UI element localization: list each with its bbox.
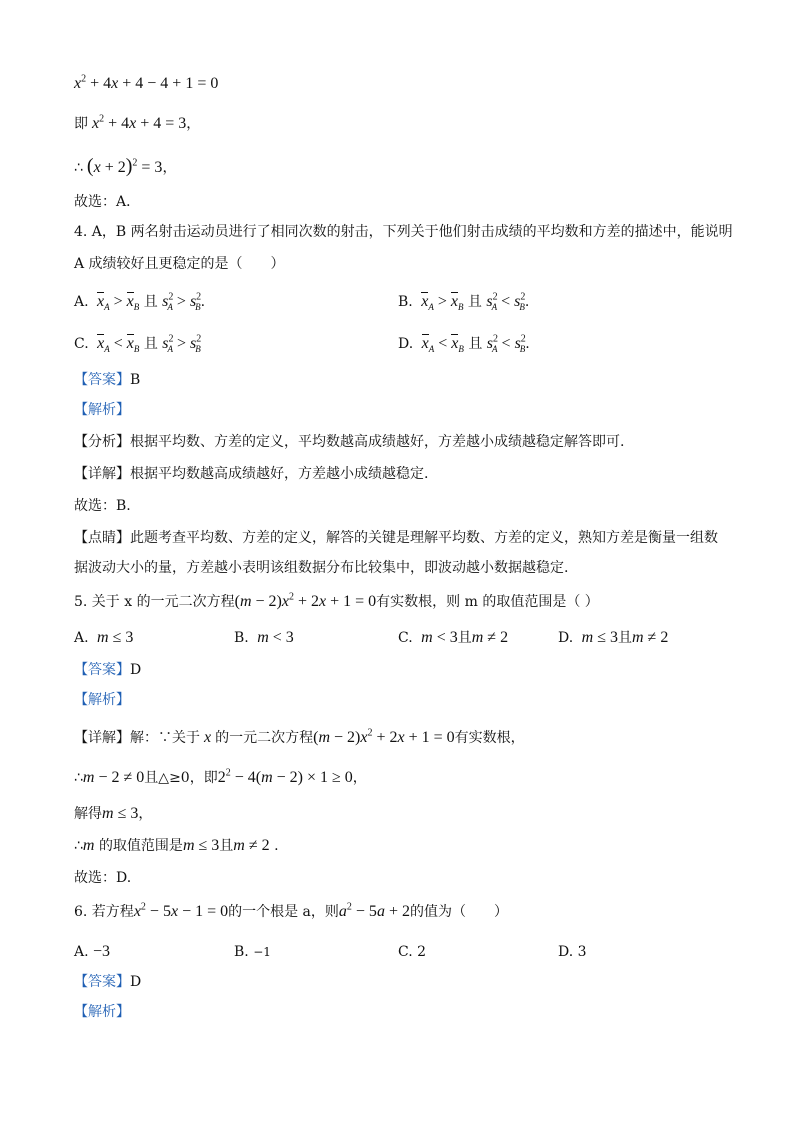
option-c: C. 2: [398, 944, 427, 960]
equation-line: 即 $x^2 + 4x + 4 = 3$，: [74, 113, 201, 132]
answer-tag: 【答案】: [74, 974, 130, 990]
question-stem: A 成绩较好且更稳定的是（ ）: [74, 256, 285, 272]
answer-line: [74, 370, 140, 390]
option-b: B. $x_A > x_B$ 且 $s^2_A < s^2_B$.: [398, 291, 530, 313]
question-stem: 6. 若方程$x^2 - 5x - 1 = 0$的一个根是 a，则$a^2 - 5a + 2$的值为（ ）: [74, 901, 508, 920]
comment-line: 【点睛】此题考查平均数、方差的定义，解答的关键是理解平均数、方差的定义，熟知方差是衡量一组数: [74, 530, 718, 546]
option-d: D. $x_A < x_B$ 且 $s^2_A < s^2_B$.: [398, 333, 530, 355]
option-a: A. $x_A > x_B$ 且 $s^2_A > s^2_B$.: [74, 291, 206, 313]
option-b: B. −1: [234, 944, 271, 960]
detail-line: 【详解】解：∵关于 x 的一元二次方程$(m - 2)x^2 + 2x + 1 = 0$有实数根，: [74, 727, 525, 746]
equation-line: ∴ $(x + 2)^2 = 3$，: [74, 155, 177, 177]
analysis-tag: 【解析】: [74, 692, 130, 708]
equation-line: $x^2 + 4x + 4 - 4 + 1 = 0$: [74, 73, 219, 92]
answer-value: D: [130, 662, 142, 678]
option-a: A. m ≤ 3: [74, 629, 134, 646]
analysis-line: 【分析】根据平均数、方差的定义，平均数越高成绩越好，方差越小成绩越稳定解答即可.: [74, 434, 625, 450]
comment-line: 据波动大小的量，方差越小表明该组数据分布比较集中，即波动越小数据越稳定.: [74, 560, 569, 576]
option-b: B. m < 3: [234, 629, 294, 646]
analysis-tag: 【解析】: [74, 1004, 130, 1020]
option-c: C. $x_A < x_B$ 且 $s^2_A > s^2_B$: [74, 333, 202, 355]
answer-value: B: [130, 372, 141, 388]
option-d: D. m ≤ 3且m ≠ 2: [558, 629, 669, 646]
answer-tag: 【答案】: [74, 662, 130, 678]
detail-line: ∴m 的取值范围是m ≤ 3且m ≠ 2 .: [74, 837, 279, 854]
answer-value: D: [130, 974, 142, 990]
detail-line: ∴m − 2 ≠ 0且△≥0，即$2^2 - 4(m - 2) \times 1 \ge 0$，: [74, 767, 367, 786]
detail-line: 解得m ≤ 3，: [74, 805, 153, 822]
answer-line: [74, 660, 141, 680]
option-d: D. 3: [558, 944, 587, 960]
detail-line: 【详解】根据平均数越高成绩越好，方差越小成绩越稳定.: [74, 466, 429, 482]
question-stem: 4. A，B 两名射击运动员进行了相同次数的射击，下列关于他们射击成绩的平均数和方差的描述中，能说明: [74, 224, 733, 240]
answer-choice: 故选：D.: [74, 870, 132, 886]
option-a: A. −3: [74, 943, 111, 960]
answer-choice: 故选：A．: [74, 194, 141, 210]
answer-line: [74, 972, 141, 992]
option-c: C. m < 3且m ≠ 2: [398, 629, 509, 646]
answer-choice: 故选：B.: [74, 498, 131, 514]
analysis-tag: 【解析】: [74, 402, 130, 418]
answer-tag: 【答案】: [74, 372, 130, 388]
question-stem: 5. 关于 x 的一元二次方程$(m - 2)x^2 + 2x + 1 = 0$有实数根，则 m 的取值范围是（ ）: [74, 591, 599, 610]
